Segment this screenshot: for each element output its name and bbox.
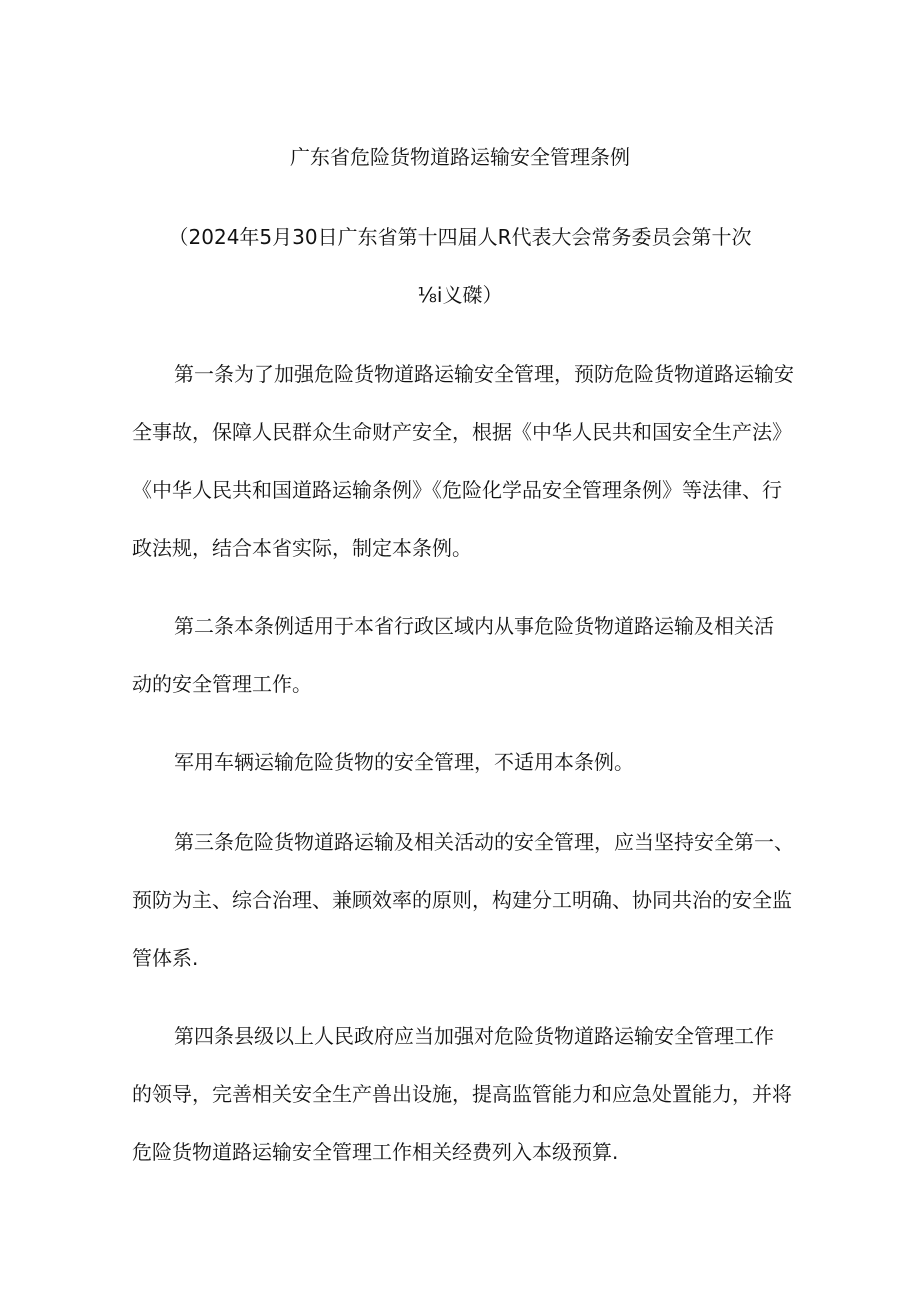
article-1-line-3: 《中华人民共和国道路运输条例》《危险化学品安全管理条例》等法律、行 (132, 478, 782, 502)
article-2-line-2: 动的安全管理工作。 (132, 672, 312, 696)
article-4-line-2: 的领导，完善相关安全生产兽出设施，提高监管能力和应急处置能力，并将 (132, 1082, 792, 1106)
article-1-line-4: 政法规，结合本省实际，制定本条例。 (132, 536, 472, 560)
article-2-line-1: 第二条本条例适用于本省行政区域内从事危险货物道路运输及相关活 (174, 614, 774, 638)
article-3-line-2: 预防为主、综合治理、兼顾效率的原则，构建分工明确、协同共治的安全监 (132, 888, 792, 912)
document-title: 广东省危险货物道路运输安全管理条例 (290, 145, 630, 169)
article-3-line-1: 第三条危险货物道路运输及相关活动的安全管理，应当坚持安全第一、 (174, 830, 794, 854)
article-3-line-3: 管体系. (132, 946, 199, 970)
article-1-line-2: 全事故，保障人民群众生命财产安全，根据《中华人民共和国安全生产法》 (132, 420, 792, 444)
article-1-line-1: 第一条为了加强危险货物道路运输安全管理，预防危险货物道路运输安 (174, 362, 794, 386)
article-4-line-1: 第四条县级以上人民政府应当加强对危险货物道路运输安全管理工作 (174, 1024, 774, 1048)
article-4-line-3: 危险货物道路运输安全管理工作相关经费列入本级预算. (132, 1140, 619, 1164)
article-2-clause-line-1: 军用车辆运输危险货物的安全管理，不适用本条例。 (174, 750, 634, 774)
document-subtitle-line-2: ⅛i义磔） (417, 283, 503, 307)
document-subtitle-line-1: （2024年5月30日广东省第十四届人R代表大会常务委员会第十次 (168, 225, 752, 249)
